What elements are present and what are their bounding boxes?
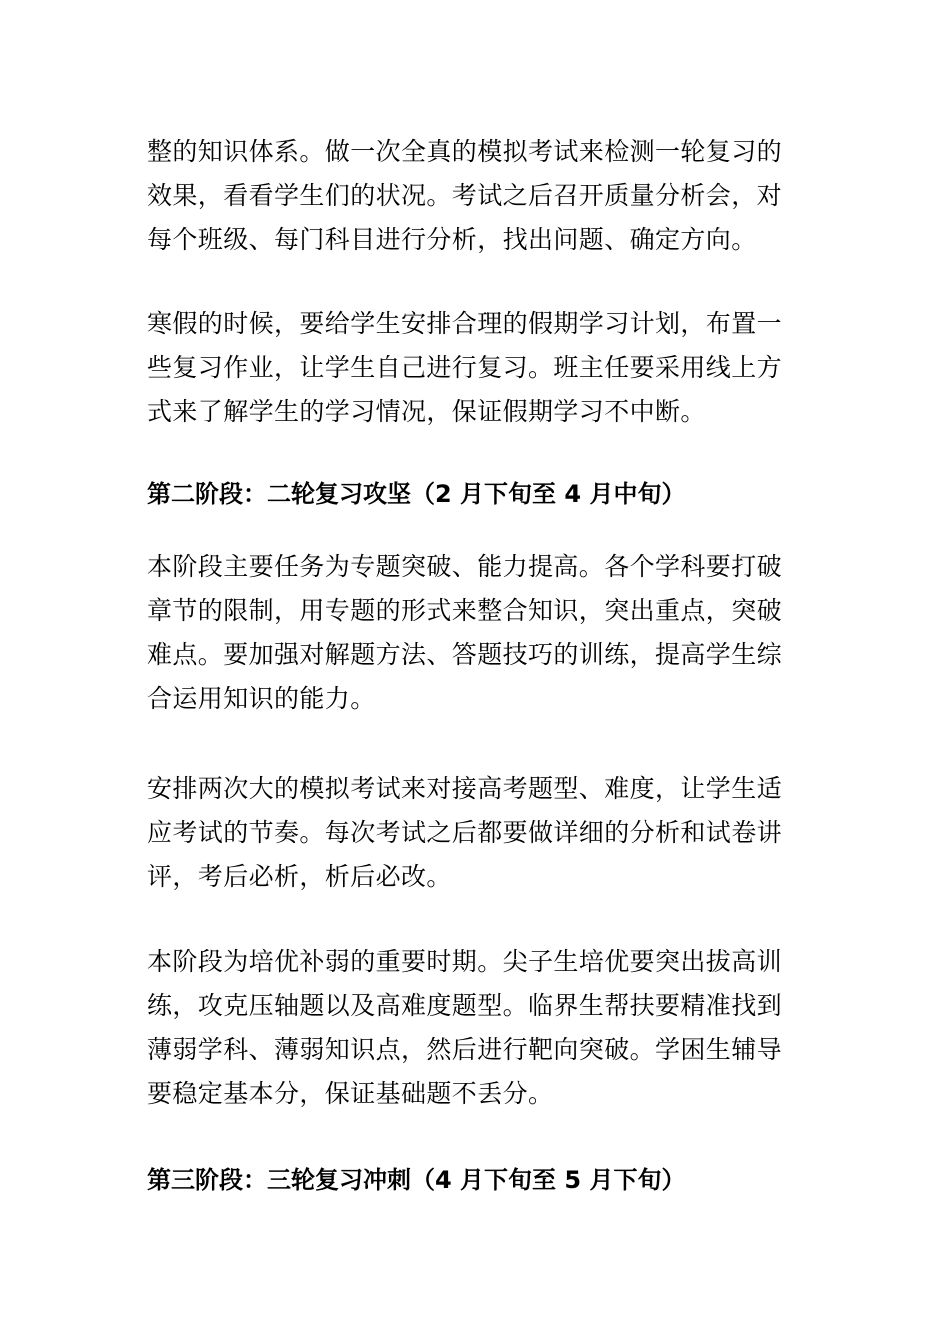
- paragraph-exam-analysis: 整的知识体系。做一次全真的模拟考试来检测一轮复习的 效果，看看学生们的状况。考试之后召开质量分析会，对 每个班级、每门科目进行分析，找出问题、确定方向。: [147, 137, 783, 254]
- paragraph-tiered-tutoring: 本阶段为培优补弱的重要时期。尖子生培优要突出拔高训 练，攻克压轴题以及高难度题型。临界生帮扶要精准找到 薄弱学科、薄弱知识点，然后进行靶向突破。学困生辅导 要稳定基本分，保证基础题不丢分。: [147, 947, 783, 1108]
- section-heading-stage-three: 第三阶段：三轮复习冲刺（4 月下旬至 5 月下旬）: [147, 1166, 686, 1194]
- paragraph-stage-two-tasks: 本阶段主要任务为专题突破、能力提高。各个学科要打破 章节的限制，用专题的形式来整合知识，突出重点，突破 难点。要加强对解题方法、答题技巧的训练，提高学生综 合运用知识的能力。: [147, 552, 783, 713]
- paragraph-winter-break: 寒假的时候，要给学生安排合理的假期学习计划，布置一 些复习作业，让学生自己进行复习。班主任要采用线上方 式来了解学生的学习情况，保证假期学习不中断。: [147, 309, 783, 426]
- paragraph-mock-exams: 安排两次大的模拟考试来对接高考题型、难度，让学生适 应考试的节奏。每次考试之后都要做详细的分析和试卷讲 评，考后必析，析后必改。: [147, 774, 783, 891]
- section-heading-stage-two: 第二阶段：二轮复习攻坚（2 月下旬至 4 月中旬）: [147, 480, 686, 508]
